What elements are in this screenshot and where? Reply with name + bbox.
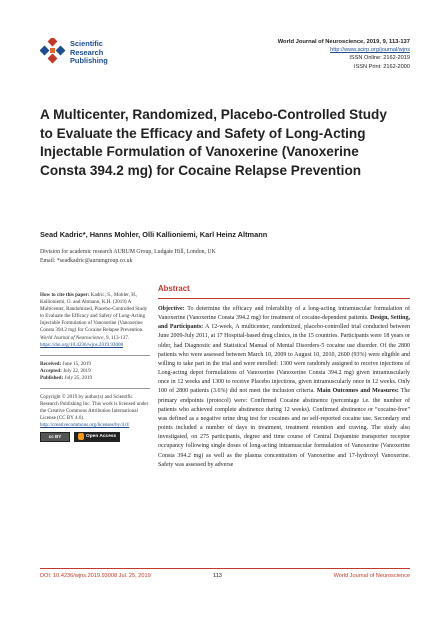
- license-link[interactable]: http://creativecommons.org/licenses/by/4.0/: [40, 422, 130, 429]
- open-lock-icon: [78, 433, 84, 440]
- page-header: [40, 38, 410, 88]
- footer-journal: World Journal of Neuroscience: [333, 573, 410, 579]
- divider: [40, 355, 150, 356]
- abstract-heading: Abstract: [158, 284, 410, 299]
- license-badges: [40, 432, 150, 442]
- journal-citation: World Journal of Neuroscience, 2019, 9, 113-137: [277, 39, 410, 45]
- published-date: July 25, 2019: [64, 374, 93, 381]
- received-date: June 15, 2019: [62, 360, 91, 367]
- publisher-name: Scientific Research Publishing: [70, 39, 108, 66]
- contact-email: Email: *seadkadric@aurumgroup.co.uk: [40, 258, 133, 264]
- abstract-body: Objective: To determine the efficacy and tolerability of a long-acting intramuscular formulation of Vanoxerine (Vanoxerine Consta 394.2 mg) for treatment of cocaine-dependent patients. Design, Setting, and Participants: A 12-week, A multicenter, randomized, placebo-controlled trial conducted between June 2009-July 2011, at 17 Hospital-based drug clinics, in the 15 countries. Participants were 18 years or older, had Diagnostic and Statistical Manual of Mental Disorders-5 cocaine use disorder. Of the 2800 patients who were assessed between March 10, 2009 to August 10, 2010, 2600 (93%) were eligible and willing to take part in the trial and were enrolled: 1300 were randomly assigned to receive injections of Long-acting depot formulations of Vanoxerine (Vanoxerine Consta 394.2 mg) given intramuscularly once in 12 weeks and 1300 to receive Placebo injections, given intramuscularly once in 12 weeks. Only 100 of 2800 patients (3.6%) did not meet the inclusion criteria. Main Outcomes and Measures: The primary endpoints (protocol) were: Confirmed Cocaine abstinence (percentage i.e. the number of patients who achieved complete abstinence during 12 weeks). Confirmed abstinence or “cocaine-free” was defined as a negative urine drug test for cocaines and no self-reported cocaine use. Secondary end points included a number of days in treatment, treatment retention and craving. The study also investigated, on 275 participants, degree and time course of Central Dopamine transporter receptor occupancy following single doses of long-acting intramuscular formulation of Vanoxerine (Vanoxerine Consta 394.2 mg) as well as the plasma concentration of Vanoxerine and 17-hydroxyl Vanoxerine. Safety was assessed by adverse: [158, 306, 411, 468]
- issn-print: ISSN Print: 2162-2000: [354, 63, 410, 70]
- divider: [40, 388, 150, 389]
- page-number: 113: [213, 573, 222, 579]
- footer-doi: DOI: 10.4236/wjns.2019.93008 Jul. 25, 2019: [40, 573, 151, 579]
- article-sidebar: [40, 292, 150, 448]
- abstract-section: [158, 284, 410, 470]
- paper-title: A Multicenter, Randomized, Placebo-Controlled Study to Evaluate the Efficacy and Safety of Long-Acting Injectable Formulation of Vanoxerine (Vanoxerine Consta 394.2 mg) for Cocaine Relapse Prevention: [40, 107, 387, 178]
- publisher-logo: [40, 38, 150, 68]
- page-footer: [40, 568, 410, 579]
- citation-block: How to cite this paper: Kadric, S., Mohler, H., Kallioniemi, O. and Altmann, K.H. (2019) A Multicenter, Randomized, Placebo-Controlled Study to Evaluate the Efficacy and Safety of Long-Acting Injectable Formulation of Vanoxerine (Vanoxerine Consta 394.2 mg) for Cocaine Relapse Prevention. World Journal of Neuroscience, 9, 113-137. https://doi.org/10.4236/wjns.2019.93008: [40, 292, 150, 349]
- accepted-date: July 22, 2019: [63, 367, 91, 374]
- cc-by-badge[interactable]: cc BY: [40, 432, 70, 442]
- issn-online: ISSN Online: 2162-2019: [349, 55, 410, 62]
- scirp-logo-icon: [40, 38, 66, 64]
- open-access-badge: Open Access: [74, 432, 120, 442]
- journal-url-link[interactable]: http://www.scirp.org/journal/wjns: [330, 47, 410, 54]
- affiliation: Division for academic research AURUM Group, Ludgate Hill, London, UK: [40, 249, 216, 255]
- copyright-text: Copyright © 2019 by author(s) and Scientific Research Publishing Inc. This work is licensed under the Creative Commons Attribution International License (CC BY 4.0).: [40, 394, 149, 422]
- dates-block: Received: June 15, 2019 Accepted: July 22, 2019 Published: July 25, 2019: [40, 360, 93, 381]
- author-list: Sead Kadric*, Hanns Mohler, Olli Kallioniemi, Karl Heinz Altmann: [40, 230, 268, 239]
- journal-info: [278, 38, 410, 71]
- license-block: [40, 394, 150, 441]
- doi-link[interactable]: https://doi.org/10.4236/wjns.2019.93008: [40, 341, 124, 348]
